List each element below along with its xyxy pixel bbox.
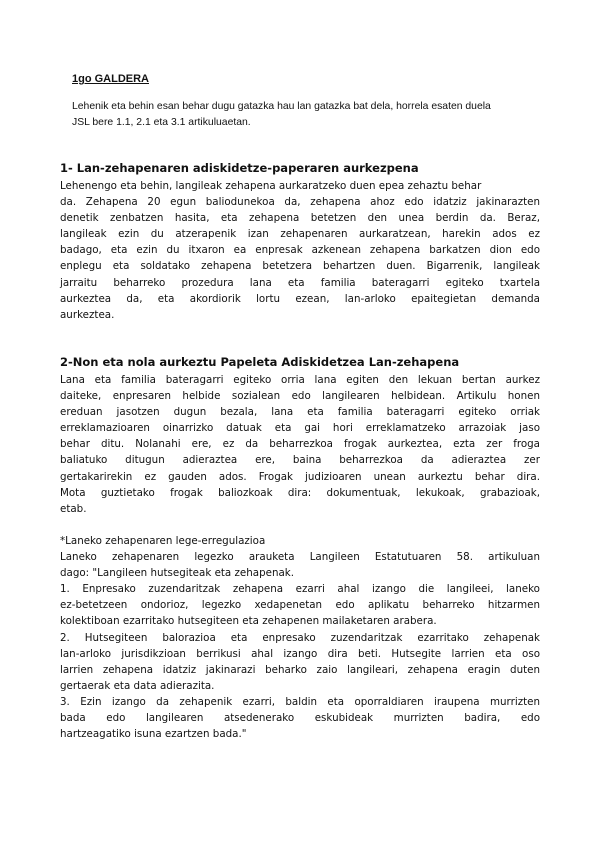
paragraph-line: enplegu eta soldatako zehapena betetzera behartzen duen. Bigarrenik, langileak xyxy=(60,260,540,273)
paragraph-line: kolektiboan ezarritako hutsegiteen eta zehapenen mailaketaren arabera. xyxy=(60,615,437,628)
paragraph-line: bada edo langilearen atsedenerako eskubideak murrizten badira, edo xyxy=(60,712,540,725)
paragraph-line: erreklamazioaren oinarrizko datuak eta gai hori erreklamatzeko arrazoiak jaso xyxy=(60,422,540,435)
paragraph-line: badago, eta ezin du itxaron ea enpresak azkenean zehapena barkatzen dion edo xyxy=(60,244,540,257)
paragraph-line: 1. Enpresako zuzendaritzak zehapena ezarri ahal izango die langileei, laneko xyxy=(60,583,540,596)
section3-paragraph xyxy=(60,533,540,742)
paragraph-line: denetik zenbatzen hasita, eta zehapena betetzen den unea berdin da. Beraz, xyxy=(60,212,540,225)
paragraph-line: jarraitu beharreko prozedura lana eta familia bateragarri egiteko txartela xyxy=(60,276,540,289)
paragraph-line: aurkeztea da, eta akordiorik lortu ezean, lan-arloko epaitegietan demanda xyxy=(60,292,540,305)
paragraph-line: langileak ezin du atzerapenik izan zehapenaren aurkaratzean, harekin ados ez xyxy=(60,228,540,241)
paragraph-line: daiteke, enpresaren helbide sozialean edo langilearen helbidean. Artikulu honen xyxy=(60,390,540,403)
intro-paragraph xyxy=(72,99,542,131)
section2-title: 2-Non eta nola aurkeztu Papeleta Adiskidetzea Lan-zehapena xyxy=(60,355,460,369)
paragraph-line: etab. xyxy=(60,502,87,515)
paragraph-line: lan-arloko jurisdikzioan berrikusi ahal izango dira beti. Hutsegite larrien eta oso xyxy=(60,647,540,660)
paragraph-line: Mota guztietako frogak baliozkoak dira: dokumentuak, lekukoak, grabazioak, xyxy=(60,486,540,499)
intro-line: JSL bere 1.1, 2.1 eta 3.1 artikuluaetan. xyxy=(72,117,251,128)
paragraph-line: aurkeztea. xyxy=(60,308,115,321)
paragraph-line: gertakarirekin ez gauden ados. Frogak judizioaren unean aurkeztu behar dira. xyxy=(60,470,540,483)
paragraph-line: ez-betetzeen ondorioz, legezko xedapenetan edo aplikatu beharreko hitzarmen xyxy=(60,599,540,612)
paragraph-line: Lana eta familia bateragarri egiteko orria lana egiten den lekuan bertan aurkez xyxy=(60,374,540,386)
paragraph-line: Laneko zehapenaren legezko arauketa Langileen Estatutuaren 58. artikuluan xyxy=(60,551,540,564)
paragraph-line: *Laneko zehapenaren lege-erregulazioa xyxy=(60,535,266,547)
paragraph-line: 2. Hutsegiteen balorazioa eta enpresako zuzendaritzak ezarritako zehapenak xyxy=(60,631,540,644)
paragraph-line: behar ditu. Nolanahi ere, ez da beharrezkoa frogak aurkeztea, ezta zer froga xyxy=(60,438,540,451)
question-heading: 1go GALDERA xyxy=(72,73,149,85)
section2-paragraph xyxy=(60,372,540,517)
paragraph-line: hartzeagatiko isuna ezartzen bada." xyxy=(60,728,247,741)
paragraph-line: Lehenengo eta behin, langileak zehapena aurkaratzeko duen epea zehaztu behar xyxy=(60,180,482,192)
paragraph-line: 3. Ezin izango da zehapenik ezarri, baldin eta oporraldiaren iraupena murrizten xyxy=(60,695,540,708)
paragraph-line: ereduan jasotzen dugun bezala, lana eta familia bateragarri egiteko orriak xyxy=(60,406,540,419)
section1-title: 1- Lan-zehapenaren adiskidetze-paperaren aurkezpena xyxy=(60,161,419,175)
paragraph-line: da. Zehapena 20 egun baliodunekoa da, zehapena ahoz edo idatziz jakinarazten xyxy=(60,196,540,209)
paragraph-line: baliatuko ditugun adieraztea ere, baina beharrezkoa da adieraztea zer xyxy=(60,454,540,467)
paragraph-line: gertaerak eta data adierazita. xyxy=(60,679,215,692)
intro-line: Lehenik eta behin esan behar dugu gatazka hau lan gatazka bat dela, horrela esaten duela xyxy=(72,101,491,112)
paragraph-line: dago: "Langileen hutsegiteak eta zehapenak. xyxy=(60,567,295,580)
section1-paragraph xyxy=(60,178,540,323)
paragraph-line: larrien zehapena idatziz jakinarazi beharko zaio langileari, zehapena eragin duten xyxy=(60,663,540,676)
